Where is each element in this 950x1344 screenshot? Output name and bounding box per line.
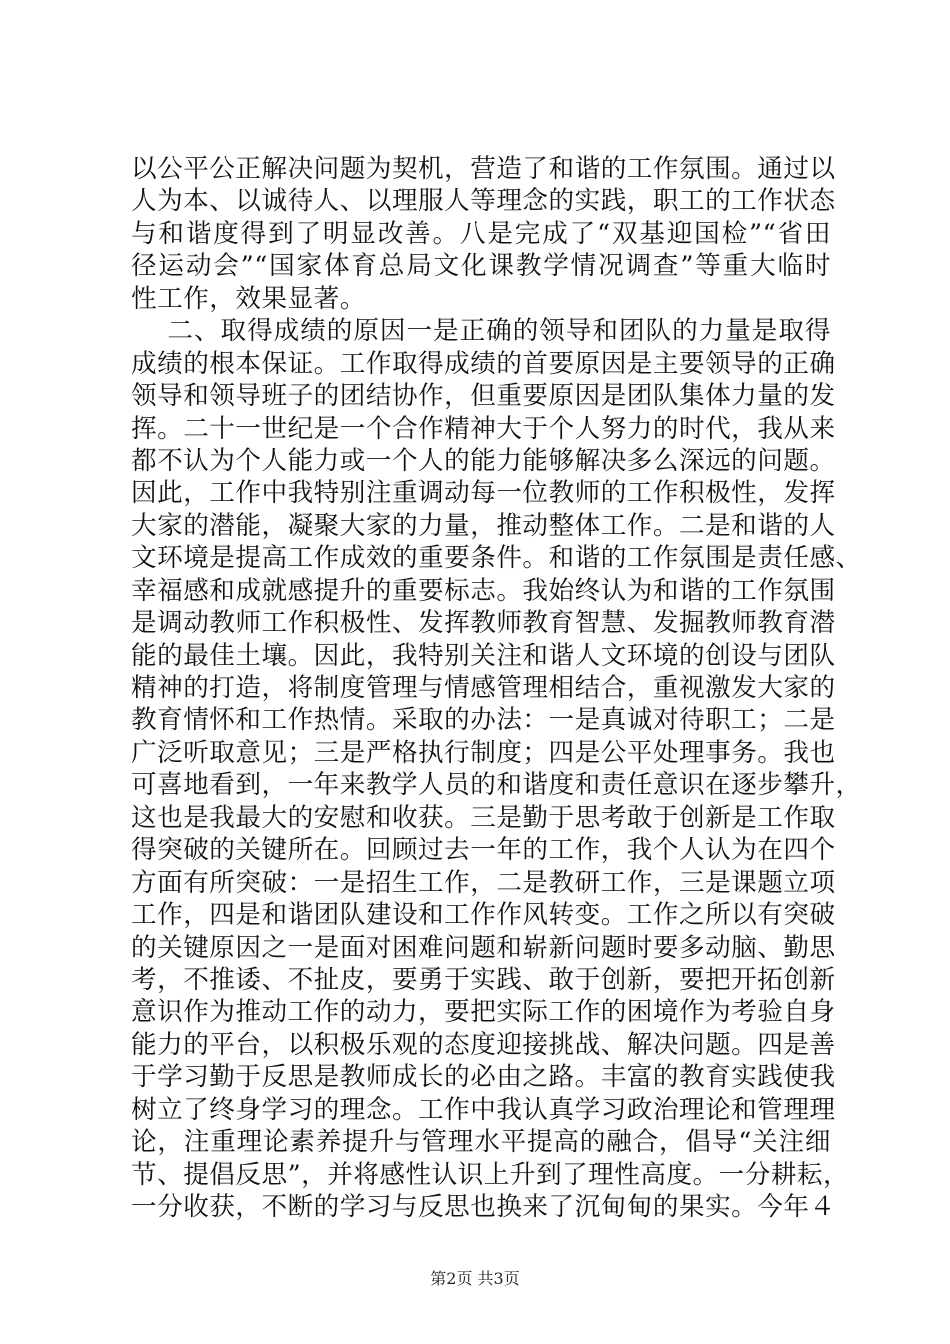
text-line: 大家的潜能，凝聚大家的力量，推动整体工作。二是和谐的人 [131,510,836,541]
text-line: 的关键原因之一是面对困难问题和崭新问题时要多动脑、勤思 [131,932,836,963]
text-line: 于学习勤于反思是教师成长的必由之路。丰富的教育实践使我 [131,1062,836,1093]
text-line: 精神的打造，将制度管理与情感管理相结合，重视激发大家的 [131,673,836,703]
text-line: 二、取得成绩的原因一是正确的领导和团队的力量是取得 [131,316,831,347]
text-line: 意识作为推动工作的动力，要把实际工作的困境作为考验自身 [131,997,836,1028]
text-line: 得突破的关键所在。回顾过去一年的工作，我个人认为在四个 [131,835,836,866]
text-line: 节、提倡反思”，并将感性认识上升到了理性高度。一分耕耘， [131,1159,850,1190]
text-line: 方面有所突破：一是招生工作，二是教研工作，三是课题立项 [131,867,836,898]
text-line: 挥。二十一世纪是一个合作精神大于个人努力的时代，我从来 [131,413,836,444]
text-line: 能的最佳土壤。因此，我特别关注和谐人文环境的创设与团队 [131,640,836,671]
text-line: 领导和领导班子的团结协作，但重要原因是团队集体力量的发 [131,381,836,412]
text-line: 成绩的根本保证。工作取得成绩的首要原因是主要领导的正确 [131,348,836,379]
body-text [131,153,862,1223]
text-line: 一分收获，不断的学习与反思也换来了沉甸甸的果实。今年４ [131,1192,836,1222]
text-line: 人为本、以诚待人、以理服人等理念的实践，职工的工作状态 [131,186,836,217]
text-line: 文环境是提高工作成效的重要条件。和谐的工作氛围是责任感、 [131,543,862,574]
text-line: 是调动教师工作积极性、发挥教师教育智慧、发掘教师教育潜 [131,608,836,639]
text-line: 与和谐度得到了明显改善。八是完成了“双基迎国检”“省田 [131,218,831,249]
text-line: 径运动会”“国家体育总局文化课教学情况调查”等重大临时 [131,251,831,282]
text-line: 幸福感和成就感提升的重要标志。我始终认为和谐的工作氛围 [131,575,836,606]
text-line: 以公平公正解决问题为契机，营造了和谐的工作氛围。通过以 [131,154,836,184]
text-line: 因此，工作中我特别注重调动每一位教师的工作积极性，发挥 [131,478,836,509]
text-line: 工作，四是和谐团队建设和工作作风转变。工作之所以有突破 [131,900,836,931]
text-line: 可喜地看到，一年来教学人员的和谐度和责任意识在逐步攀升， [131,770,862,801]
text-line: 广泛听取意见；三是严格执行制度；四是公平处理事务。我也 [131,737,836,768]
text-line: 都不认为个人能力或一个人的能力能够解决多么深远的问题。 [131,445,836,476]
page-footer: 第2页 共3页 [430,1269,520,1288]
text-line: 性工作，效果显著。 [131,283,366,314]
text-line: 论，注重理论素养提升与管理水平提高的融合，倡导“关注细 [131,1127,831,1158]
text-line: 考，不推诿、不扯皮，要勇于实践、敢于创新，要把开拓创新 [131,964,836,995]
text-line: 能力的平台，以积极乐观的态度迎接挑战、解决问题。四是善 [131,1029,836,1060]
text-line: 这也是我最大的安慰和收获。三是勤于思考敢于创新是工作取 [131,802,836,833]
text-line: 教育情怀和工作热情。采取的办法：一是真诚对待职工；二是 [131,705,836,736]
text-line: 树立了终身学习的理念。工作中我认真学习政治理论和管理理 [131,1094,836,1125]
